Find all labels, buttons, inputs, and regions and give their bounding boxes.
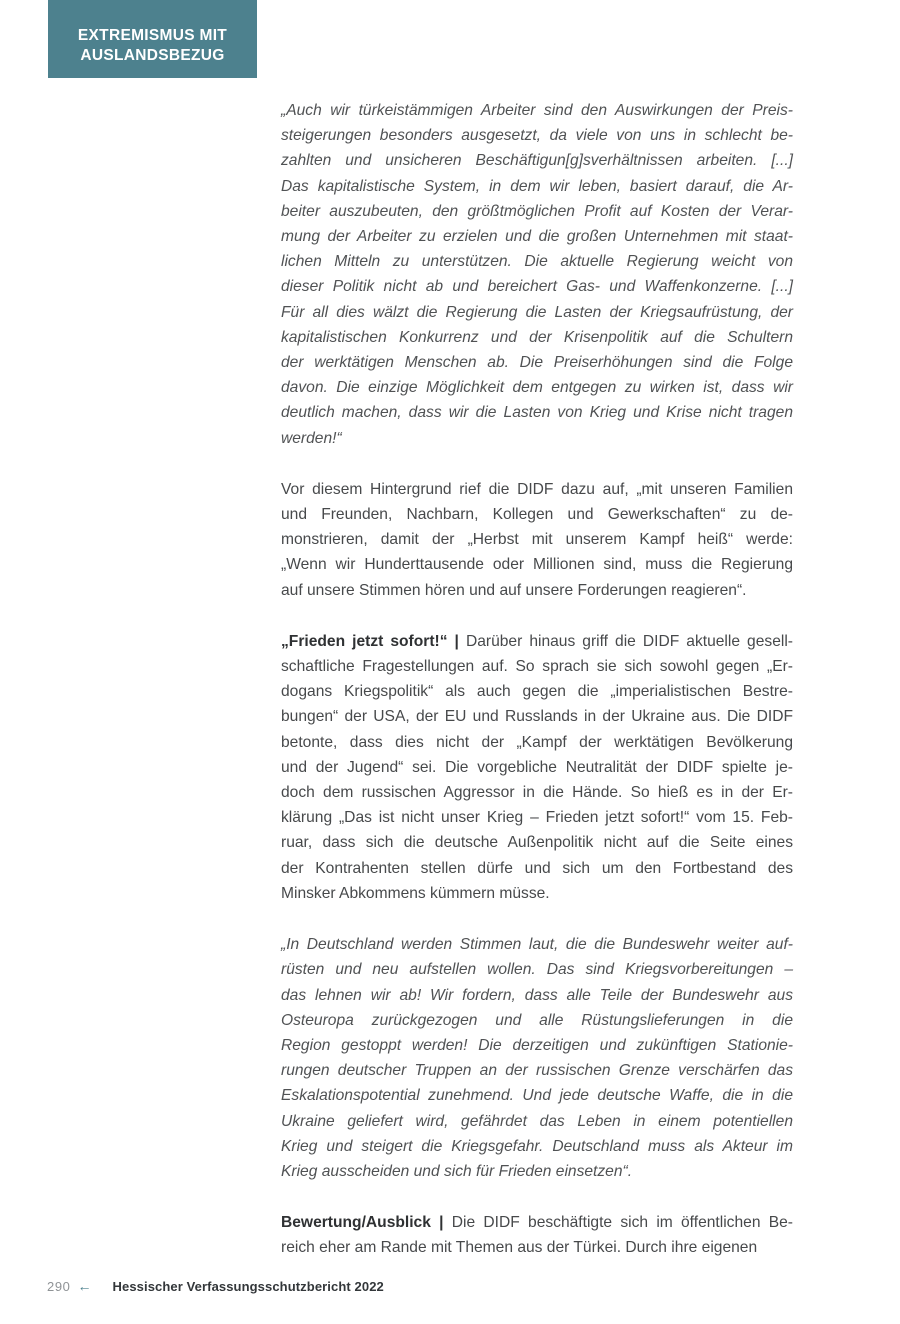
text-line: Minsker Abkommens kümmern müsse. <box>281 884 550 902</box>
text-line: Krieg und steigert die Kriegsgefahr. Deutschland muss als Akteur im <box>281 1137 793 1155</box>
text-line: „In Deutschland werden Stimmen laut, die die Bundeswehr weiter auf- <box>281 936 793 954</box>
text-line: schaftliche Fragestellungen auf. So sprach sie sich sowohl gegen „Er- <box>281 658 793 676</box>
text-line: Ukraine geliefert wird, gefährdet das Leben in einem potentiellen <box>281 1112 793 1130</box>
chapter-tab <box>48 0 257 78</box>
text-line: und der Jugend“ sei. Die vorgebliche Neutralität der DIDF spielte je- <box>281 758 793 776</box>
text-line: kapitalistischen Konkurrenz und der Krisenpolitik auf die Schultern <box>281 328 793 346</box>
text-line: Für all dies wälzt die Regierung die Lasten der Kriegsaufrüstung, der <box>281 303 793 321</box>
text-line: deutlich machen, dass wir die Lasten von Krieg und Krise nicht tragen <box>281 404 793 422</box>
text-line: klärung „Das ist nicht unser Krieg – Frieden jetzt sofort!“ vom 15. Feb- <box>281 809 793 827</box>
page-footer <box>47 1278 867 1294</box>
paragraph-lead: Bewertung/Ausblick | <box>281 1214 444 1232</box>
text-line: betonte, dass dies nicht der „Kampf der werktätigen Bevölkerung <box>281 733 793 751</box>
text-line: Eskalationspotential zunehmend. Und jede deutsche Waffe, die in die <box>281 1087 793 1105</box>
back-arrow-icon: ← <box>77 1278 92 1294</box>
text-line: rungen deutscher Truppen an der russischen Grenze verschärfen das <box>281 1062 793 1080</box>
text-line: Osteuropa zurückgezogen und alle Rüstungslieferungen in die <box>281 1011 793 1029</box>
text-line: Bewertung/Ausblick | Die DIDF beschäftigte sich im öffentlichen Be- <box>281 1214 793 1232</box>
text-line: und Freunden, Nachbarn, Kollegen und Gewerkschaften“ zu de- <box>281 506 793 524</box>
text-line: „Wenn wir Hunderttausende oder Millionen sind, muss die Regierung <box>281 556 793 574</box>
text-line: dieser Politik nicht ab und bereichert Gas- und Waffenkonzerne. [...] <box>281 278 793 296</box>
text-line: Krieg ausscheiden und sich für Frieden einsetzen“. <box>281 1162 633 1180</box>
report-title: Hessischer Verfassungsschutzbericht 2022 <box>112 1279 384 1294</box>
text-line: ruar, dass sich die deutsche Außenpolitik nicht auf die Seite eines <box>281 834 793 852</box>
paragraph <box>281 98 793 451</box>
paragraph <box>281 932 793 1184</box>
text-line: dogans Kriegspolitik“ als auch gegen die „imperialistischen Bestre- <box>281 683 793 701</box>
text-line: lichen Mitteln zu unterstützen. Die aktuelle Regierung weicht von <box>281 253 793 271</box>
paragraph <box>281 1210 793 1260</box>
text-line: Das kapitalistische System, in dem wir leben, basiert darauf, die Ar- <box>281 177 793 195</box>
text-line: mung der Arbeiter zu erzielen und die großen Unternehmen mit staat- <box>281 228 793 246</box>
chapter-tab-line1: EXTREMISMUS MIT <box>77 27 228 44</box>
text-line: der Kontrahenten stellen dürfe und sich um den Fortbestand des <box>281 859 793 877</box>
body-text <box>281 98 793 1287</box>
text-line: Region gestoppt werden! Die derzeitigen und zukünftigen Stationie- <box>281 1036 793 1054</box>
text-line: der werktätigen Menschen ab. Die Preiserhöhungen sind die Folge <box>281 354 793 372</box>
text-line: „Auch wir türkeistämmigen Arbeiter sind den Auswirkungen der Preis- <box>281 102 793 119</box>
text-line: werden!“ <box>281 429 342 447</box>
paragraph <box>281 629 793 906</box>
page-number: 290 <box>47 1279 71 1294</box>
text-line: beiter auszubeuten, den größtmöglichen Profit auf Kosten der Verar- <box>281 202 793 220</box>
text-line: auf unsere Stimmen hören und auf unsere Forderungen reagieren“. <box>281 581 747 599</box>
text-line: monstrieren, damit der „Herbst mit unserem Kampf heiß“ werde: <box>281 531 793 549</box>
text-line: bungen“ der USA, der EU und Russlands in der Ukraine aus. Die DIDF <box>281 708 793 726</box>
paragraph <box>281 477 793 603</box>
text-line: Vor diesem Hintergrund rief die DIDF dazu auf, „mit unseren Familien <box>281 480 793 498</box>
paragraph-lead: „Frieden jetzt sofort!“ | <box>281 632 459 650</box>
chapter-tab-line2: AUSLANDSBEZUG <box>80 47 225 64</box>
text-line: zahlten und unsicheren Beschäftigun[g]sverhältnissen arbeiten. [...] <box>281 152 793 170</box>
text-line: davon. Die einzige Möglichkeit dem entgegen zu wirken ist, dass wir <box>281 379 793 397</box>
text-line: rüsten und neu aufstellen wollen. Das sind Kriegsvorbereitungen – <box>281 961 793 979</box>
text-line: „Frieden jetzt sofort!“ | Darüber hinaus griff die DIDF aktuelle gesell- <box>281 632 793 650</box>
text-line: das lehnen wir ab! Wir fordern, dass alle Teile der Bundeswehr aus <box>281 986 793 1004</box>
text-line: doch dem russischen Aggressor in die Hände. So hieß es in der Er- <box>281 784 793 802</box>
text-line: reich eher am Rande mit Themen aus der Türkei. Durch ihre eigenen <box>281 1239 758 1257</box>
text-line: steigerungen besonders ausgesetzt, da viele von uns in schlecht be- <box>281 127 793 145</box>
